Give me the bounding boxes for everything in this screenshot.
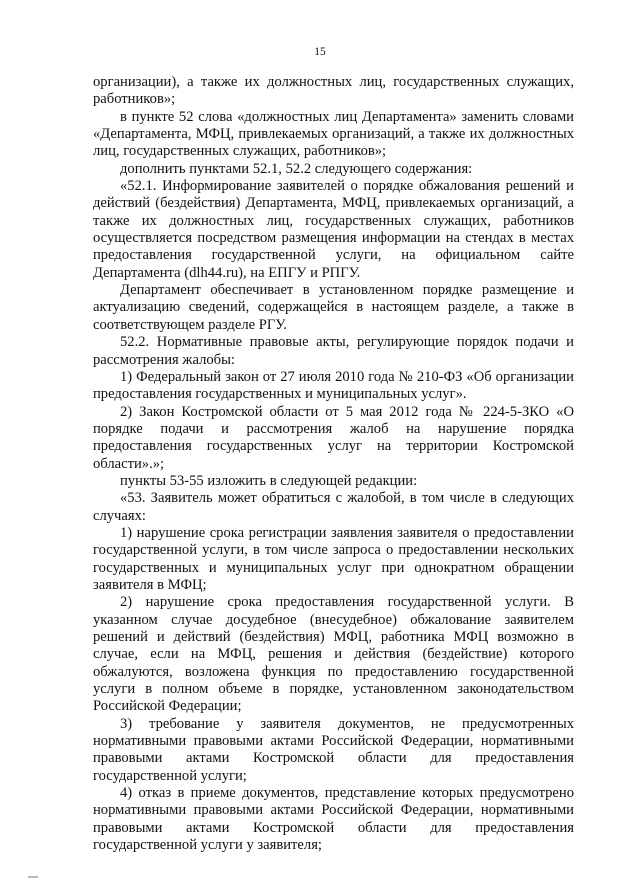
- paragraph: 1) нарушение срока регистрации заявления заявителя о предоставлении государственной услуги, в том числе запроса о предоставлении нескольких государственных и муниципальных услуг при однократном обращении заявителя в МФЦ;: [93, 524, 574, 593]
- paragraph: 2) нарушение срока предоставления государственной услуги. В указанном случае досудебное (внесудебное) обжалование заявителем решений и действий (бездействия) МФЦ, работника МФЦ возможно в случае, если на МФЦ, решения и действия (бездействие) которого обжалуются, возложена функция по предоставлению государственной услуги в полном объеме в порядке, установленном законодательством Российской Федерации;: [93, 594, 574, 715]
- paragraph: «52.1. Информирование заявителей о порядке обжалования решений и действий (бездействия) Департамента, МФЦ, привлекаемых организаций, а также их должностных лиц, государственных служащих, работников осуществляется посредством размещения информации на стендах в местах предоставления государственной услуги, на официальном сайте Департамента (dlh44.ru), на ЕПГУ и РПГУ.: [93, 178, 574, 281]
- paragraph: пункты 53-55 изложить в следующей редакции:: [120, 472, 418, 489]
- paragraph: 52.2. Нормативные правовые акты, регулирующие порядок подачи и рассмотрения жалобы:: [93, 334, 574, 368]
- paragraph: 1) Федеральный закон от 27 июля 2010 года № 210-ФЗ «Об организации предоставления государственных и муниципальных услуг».: [93, 368, 574, 403]
- paragraph: дополнить пунктами 52.1, 52.2 следующего содержания:: [120, 160, 473, 177]
- paragraph: 4) отказ в приеме документов, представление которых предусмотрено нормативными правовыми актами Российской Федерации, нормативными правовыми актами Костромской области для предоставления государственной услуги у заявителя;: [93, 785, 574, 854]
- paragraph: 3) требование у заявителя документов, не предусмотренных нормативными правовыми актами Российской Федерации, нормативными правовыми актами Костромской области для предоставления государственной услуги;: [93, 715, 574, 784]
- paragraph: 2) Закон Костромской области от 5 мая 2012 года № 224-5-ЗКО «О порядке подачи и рассмотрения жалоб на нарушение порядка предоставления государственных услуг на территории Костромской области».»;: [93, 403, 574, 472]
- document-body: [93, 74, 574, 854]
- paragraph: Департамент обеспечивает в установленном порядке размещение и актуализацию сведений, содержащейся в настоящем разделе, а также в соответствующем разделе РГУ.: [93, 282, 574, 333]
- paragraph: в пункте 52 слова «должностных лиц Департамента» заменить словами «Департамента, МФЦ, привлекаемых организаций, а также их должностных лиц, государственных служащих, работников»;: [93, 108, 574, 160]
- scan-edge-mark: [28, 876, 38, 878]
- paragraph: организации), а также их должностных лиц, государственных служащих, работников»;: [93, 74, 574, 108]
- paragraph: «53. Заявитель может обратиться с жалобой, в том числе в следующих случаях:: [93, 490, 574, 524]
- page-number: 15: [314, 46, 326, 58]
